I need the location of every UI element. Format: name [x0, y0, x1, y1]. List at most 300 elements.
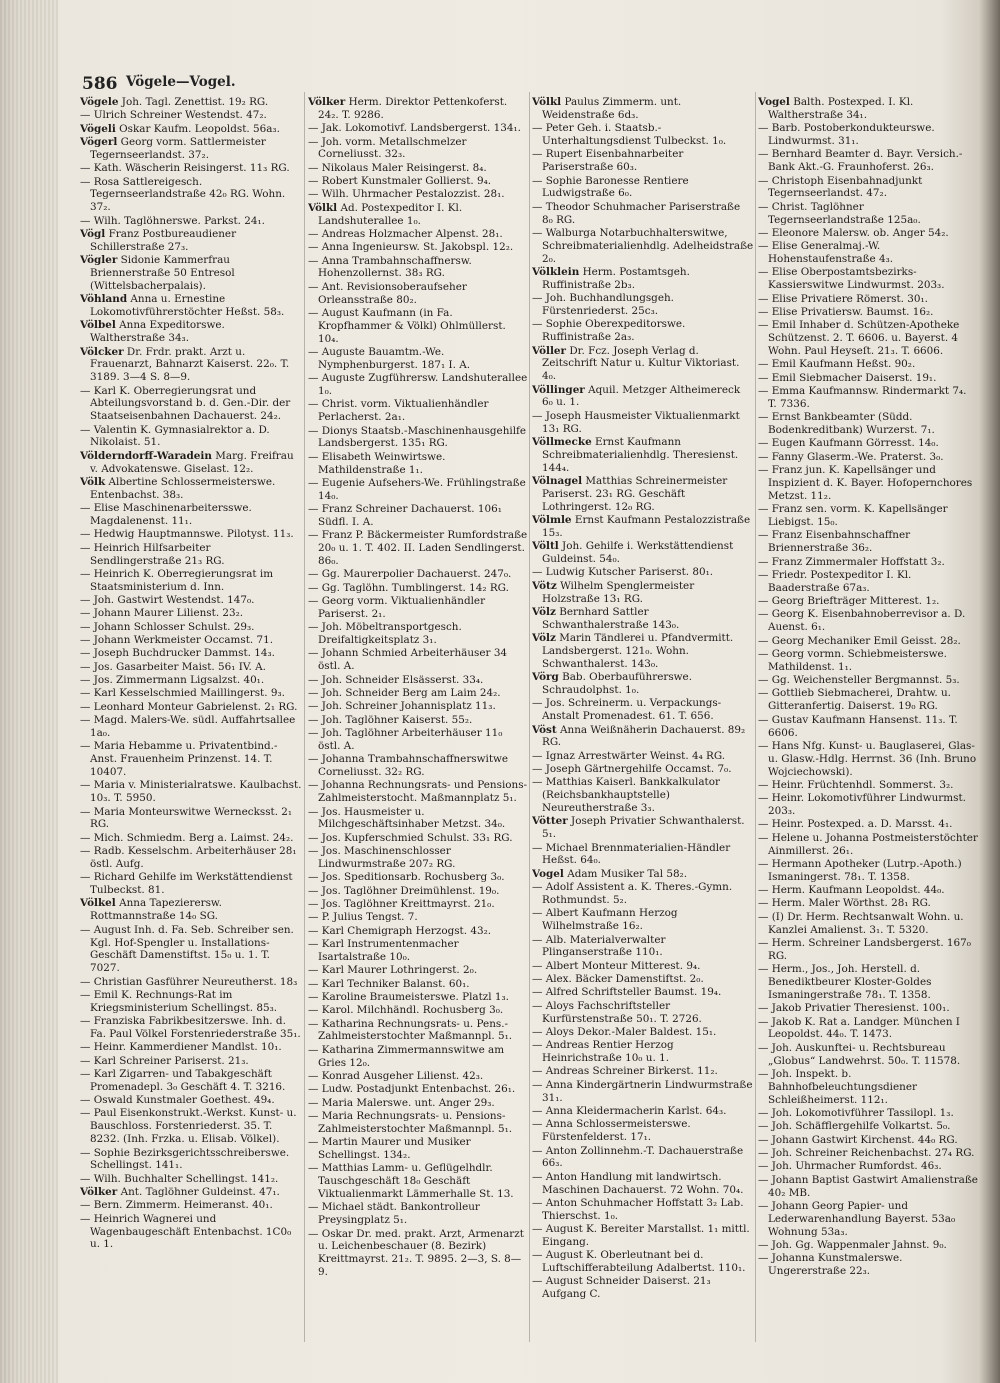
directory-entry — [80, 502, 302, 528]
entry-text: — Franz P. Bäckermeister Rumfordstraße 20₀ u. 1. T. 402. II. Laden Sendlingerst. 86₀. — [308, 529, 528, 568]
directory-entry — [758, 122, 978, 148]
directory-entry — [80, 385, 302, 424]
entry-text: — Johanna Trambahnschaffnerswitwe Corneliusst. 32₂ RG. — [308, 753, 509, 779]
directory-entry — [308, 1228, 528, 1279]
directory-entry — [532, 566, 754, 579]
directory-entry — [532, 540, 754, 566]
directory-entry — [758, 451, 978, 464]
entry-text: — Joh. Schneider Berg am Laim 24₂. — [308, 686, 501, 699]
entry-text: — Emil K. Rechnungs-Rat im Kriegsministerium Schellingst. 85₃. — [80, 988, 278, 1014]
directory-entry — [758, 529, 978, 555]
entry-surname: Vötz — [532, 579, 557, 592]
directory-entry — [80, 254, 302, 293]
directory-entry — [532, 1118, 754, 1144]
entry-text: — Franz jun. K. Kapellsänger und Inspizient d. K. Bayer. Hofopernchores Metzst. 11₂. — [758, 464, 973, 502]
entry-surname: Völmle — [532, 514, 572, 526]
directory-entry — [758, 595, 978, 608]
directory-entry — [308, 925, 528, 938]
directory-entry — [308, 964, 528, 977]
directory-entry — [308, 529, 528, 568]
directory-entry — [308, 425, 528, 451]
directory-entry — [758, 858, 978, 884]
entry-text: — Franziska Fabrikbesitzerswe. Inh. d. Fa. Paul Völkel Forstenriederstraße 35₁. — [80, 1015, 301, 1040]
directory-entry — [80, 450, 302, 476]
entry-text: — Heinr. Früchtenhdl. Sommerst. 3₂. — [758, 778, 954, 791]
directory-entry — [532, 96, 754, 122]
directory-entry — [80, 215, 302, 228]
entry-text: Ernst Kaufmann Schreibmaterialienhdlg. Theresienst. 144₄. — [542, 435, 739, 474]
directory-entry — [758, 437, 978, 450]
entry-text: — Sophie Bezirksgerichtsschreiberswe. Schellingst. 141₁. — [80, 1146, 290, 1172]
entry-text: — Matthias Kaiserl. Bankkalkulator (Reichsbankhauptstelle) Neureutherstraße 3₃. — [532, 776, 720, 815]
directory-entry — [80, 976, 302, 989]
directory-entry — [308, 687, 528, 700]
entry-text: — Maria Rechnungsrats- u. Pensions-Zahlmeisterstochter Maßmannpl. 5₁. — [308, 1109, 513, 1135]
entry-surname: Vogel — [532, 867, 564, 880]
directory-entry — [80, 123, 302, 136]
directory-entry — [80, 806, 302, 832]
directory-entry — [308, 938, 528, 964]
entry-text: — Joh. Schreiner Reichenbachst. 27₄ RG. — [758, 1147, 975, 1159]
entry-text: — Theodor Schuhmacher Pariserstraße 8₀ RG. — [532, 200, 741, 226]
directory-entry — [308, 727, 528, 753]
entry-text: — Franz sen. vorm. K. Kapellsänger Liebigst. 15₀. — [758, 503, 948, 528]
entry-text: — Matthias Lamm- u. Geflügelhdlr. Tauschgeschäft 18₀ Geschäft Viktualienmarkt Lämmerhalle St. 13. — [308, 1162, 514, 1201]
entry-text: — Maria Monteurswitwe Wernecksst. 2₁ RG. — [80, 805, 293, 831]
page-number: 586 — [82, 74, 118, 94]
entry-surname: Völz — [532, 632, 556, 645]
entry-text: — Joh. Gastwirt Westendst. 147₀. — [80, 594, 255, 607]
entry-text: Herm. Direktor Pettenkoferst. 24₂. T. 9286. — [318, 96, 508, 121]
directory-entry — [758, 148, 978, 174]
directory-column-3 — [532, 96, 754, 1356]
entry-text: Dr. Fcz. Joseph Verlag d. Zeitschrift Natur u. Kultur Viktoriast. 4₀. — [542, 344, 740, 383]
entry-text: — August Schneider Daiserst. 21₃ Aufgang C. — [532, 1275, 711, 1301]
entry-text: — Karl Maurer Lothringerst. 2₀. — [308, 964, 478, 977]
entry-text: — Joseph Hausmeister Viktualienmarkt 13₁ RG. — [532, 409, 740, 435]
entry-text: — (I) Dr. Herm. Rechtsanwalt Wohn. u. Kanzlei Amalienst. 3₁. T. 5320. — [758, 910, 964, 936]
directory-column-2 — [308, 96, 528, 1356]
directory-entry — [532, 580, 754, 606]
entry-text: — Elise Oberpostamtsbezirks-Kassierswitwe Lindwurmst. 203₃. — [758, 266, 945, 292]
directory-entry — [532, 436, 754, 475]
entry-text: — Martin Maurer und Musiker Schellingst. 134₂. — [308, 1136, 471, 1161]
entry-surname: Völker — [80, 1186, 118, 1199]
entry-text: — Heinr. Postexped. a. D. Marsst. 4₁. — [758, 818, 953, 831]
entry-text: — Robert Kunstmaler Gollierst. 9₄. — [308, 175, 492, 188]
entry-text: — Joh. Gg. Wappenmaler Jahnst. 9₀. — [758, 1238, 947, 1251]
entry-text: — Johanna Kunstmalerswe. Ungererstraße 22₃. — [758, 1252, 903, 1278]
entry-surname: Vöst — [532, 723, 557, 736]
entry-surname: Völcker — [80, 345, 124, 358]
entry-text: — Ernst Bankbeamter (Südd. Bodenkreditbank) Wurzerst. 7₁. — [758, 411, 935, 437]
entry-text: Oskar Kaufm. Leopoldst. 56a₃. — [119, 122, 280, 135]
directory-entry — [532, 632, 754, 671]
entry-text: — Radb. Kesselschm. Arbeiterhäuser 28₁ östl. Aufg. — [80, 845, 297, 870]
directory-entry — [758, 306, 978, 319]
directory-entry — [80, 594, 302, 607]
entry-text: — Jos. Zimmermann Ligsalzst. 40₁. — [80, 674, 265, 687]
directory-entry — [532, 1026, 754, 1039]
entry-text: — Wilh. Uhrmacher Pestalozzist. 28₁. — [308, 188, 505, 201]
entry-text: — Johann Schlosser Schulst. 29₃. — [80, 620, 255, 633]
entry-surname: Völz — [532, 605, 556, 618]
directory-entry — [80, 228, 302, 254]
entry-text: — Walburga Notarbuchhalterswitwe, Schreibmaterialienhdlg. Adelheidstraße 2₀. — [532, 226, 754, 265]
entry-text: — Heinr. Kammerdiener Mandlst. 10₁. — [80, 1041, 282, 1054]
directory-entry — [758, 385, 978, 411]
entry-text: — Anton Zollinnehm.-T. Dachauerstraße 66₃. — [532, 1144, 744, 1170]
entry-text: — Karl Techniker Balanst. 60₁. — [308, 977, 470, 990]
directory-entry — [80, 647, 302, 660]
directory-entry — [80, 714, 302, 740]
directory-entry — [80, 1173, 302, 1186]
directory-entry — [758, 937, 978, 963]
directory-entry — [758, 227, 978, 240]
entry-text: — Jos. Schreinerm. u. Verpackungs-Anstalt Promenadest. 61. T. 656. — [532, 697, 722, 723]
directory-entry — [532, 266, 754, 292]
entry-text: — August Inh. d. Fa. Seb. Schreiber sen. Kgl. Hof-Spengler u. Installations-Geschäft Damenstiftst. 15₀ u. 1. T. 7027. — [80, 923, 294, 975]
directory-entry — [308, 871, 528, 884]
directory-entry — [308, 503, 528, 529]
directory-entry — [308, 255, 528, 281]
entry-text: — Emma Kaufmannsw. Rindermarkt 7₄. T. 7336. — [758, 385, 967, 410]
directory-entry — [308, 978, 528, 991]
directory-entry — [80, 1199, 302, 1212]
directory-entry — [80, 293, 302, 319]
directory-entry — [308, 202, 528, 228]
directory-entry — [758, 201, 978, 227]
entry-surname: Völbel — [80, 319, 116, 332]
entry-text: — Maria Malerswe. unt. Anger 29₃. — [308, 1096, 495, 1109]
entry-text: — Elise Maschinenarbeitersswe. Magdalenenst. 11₁. — [80, 502, 252, 527]
directory-entry — [758, 464, 978, 503]
directory-entry — [758, 1042, 978, 1068]
directory-entry — [80, 346, 302, 385]
entry-text: Dr. Frdr. prakt. Arzt u. Frauenarzt, Bahnarzt Kaiserst. 22₀. T. 3189. 3—4 S. 8—9. — [90, 345, 290, 384]
entry-text: Marg. Freifrau v. Advokatenswe. Giselast. 12₂. — [90, 449, 294, 475]
directory-entry — [532, 175, 754, 201]
entry-text: — Franz Schreiner Dachauerst. 106₁ Südfl. I. A. — [308, 503, 502, 528]
directory-entry — [80, 424, 302, 450]
directory-entry — [308, 1018, 528, 1044]
directory-entry — [532, 1249, 754, 1275]
entry-text: — Gg. Maurerpolier Dachauerst. 247₀. — [308, 568, 512, 581]
directory-entry — [308, 1162, 528, 1201]
directory-entry — [308, 136, 528, 162]
directory-entry — [308, 1136, 528, 1162]
entry-text: — Karl Schreiner Pariserst. 21₃. — [80, 1054, 249, 1067]
entry-text: — Johann Georg Papier- und Lederwarenhandlung Bayerst. 53a₀ Wohnung 53a₃. — [758, 1199, 956, 1238]
entry-text: — Joh. Taglöhner Kaiserst. 55₂. — [308, 713, 473, 726]
directory-entry — [758, 1174, 978, 1200]
entry-text: — Ant. Revisionsoberaufseher Orleansstraße 80₂. — [308, 280, 467, 306]
entry-text: Joh. Tagl. Zenettist. 19₂ RG. — [121, 96, 269, 108]
entry-text: — Adolf Assistent a. K. Theres.-Gymn. Rothmundst. 5₂. — [532, 881, 733, 906]
entry-text: — Jakob Privatier Theresienst. 100₁. — [758, 1002, 950, 1015]
directory-entry — [308, 1083, 528, 1096]
entry-text: — Helene u. Johanna Postmeisterstöchter Ainmillerst. 26₁. — [758, 831, 978, 857]
directory-entry — [758, 792, 978, 818]
entry-text: — Johann Werkmeister Occamst. 71. — [80, 634, 274, 647]
entry-surname: Völlinger — [532, 383, 585, 396]
directory-entry — [758, 897, 978, 910]
entry-text: Marin Tändlerei u. Pfandvermitt. Landsbergerst. 121₀. Wohn. Schwanthalerst. 143₀. — [542, 632, 734, 670]
directory-entry — [758, 608, 978, 634]
entry-text: — Eugen Kaufmann Görresst. 14₀. — [758, 437, 939, 450]
directory-entry — [532, 750, 754, 763]
entry-text: — Maria v. Ministerialratswe. Kaulbachst. 10₃. T. 5950. — [80, 779, 302, 805]
entry-text: — Heinrich Hilfsarbeiter Sendlingerstraße 21₃ RG. — [80, 541, 225, 567]
entry-text: — Paul Eisenkonstrukt.-Werkst. Kunst- u. Bauschloss. Forstenriederst. 35. T. 8232. (Inh. Frzka. u. Elisab. Völkel). — [80, 1107, 297, 1146]
directory-entry — [532, 1079, 754, 1105]
directory-entry — [308, 1097, 528, 1110]
entry-text: — Peter Geh. i. Staatsb.-Unterhaltungsdienst Tulbeckst. 1₀. — [532, 122, 727, 148]
entry-text: — Barb. Postoberkondukteurswe. Lindwurmst. 31₁. — [758, 122, 935, 148]
directory-entry — [758, 1134, 978, 1147]
entry-surname: Völtl — [532, 540, 559, 553]
entry-text: — Joh. Taglöhner Arbeiterhäuser 11₀ östl. A. — [308, 727, 503, 752]
directory-entry — [308, 346, 528, 372]
directory-entry — [308, 96, 528, 122]
directory-entry — [80, 96, 302, 109]
directory-entry — [80, 528, 302, 541]
entry-text: — Hans Nfg. Kunst- u. Bauglaserei, Glas- u. Glasw.-Hdlg. Herrnst. 36 (Inh. Bruno Wojciechowski). — [758, 739, 977, 778]
directory-entry — [758, 556, 978, 569]
directory-entry — [80, 621, 302, 634]
directory-entry — [80, 989, 302, 1015]
entry-text: — Joseph Gärtnergehilfe Occamst. 7₀. — [532, 763, 732, 776]
directory-entry — [532, 1000, 754, 1026]
entry-text: — Joh. Möbeltransportgesch. Dreifaltigkeitsplatz 3₁. — [308, 621, 462, 647]
directory-column-1 — [80, 96, 302, 1356]
entry-surname: Vögele — [80, 96, 119, 108]
directory-entry — [80, 1186, 302, 1199]
entry-text: — Johann Schmied Arbeiterhäuser 34 östl. A. — [308, 647, 508, 673]
directory-entry — [758, 1107, 978, 1120]
entry-text: Sidonie Kammerfrau Briennerstraße 50 Entresol (Wittelsbacherpalais). — [90, 254, 235, 292]
entry-text: — Katharina Rechnungsrats- u. Pens.-Zahlmeisterstochter Maßmannpl. 5₁. — [308, 1017, 513, 1043]
directory-entry — [758, 266, 978, 292]
entry-text: — Jos. Hausmeister u. Milchgeschäftsinhaber Metzst. 34₀. — [308, 805, 506, 831]
directory-entry — [308, 806, 528, 832]
entry-text: — Joh. Buchhandlungsgeh. Fürstenriederst. 25c₃. — [532, 292, 674, 317]
entry-text: Franz Postbureaudiener Schillerstraße 27₃. — [90, 227, 237, 253]
directory-entry — [532, 606, 754, 632]
directory-entry — [758, 674, 978, 687]
directory-entry — [758, 372, 978, 385]
entry-text: — Joh. Schreiner Johannisplatz 11₃. — [308, 700, 496, 713]
directory-entry — [308, 714, 528, 727]
entry-text: — Gustav Kaufmann Hansenst. 11₃. T. 6606. — [758, 713, 958, 739]
entry-text: — Karl Chemigraph Herzogst. 43₂. — [308, 924, 492, 937]
entry-text: — Johanna Rechnungsrats- und Pensions-Zahlmeisterstocht. Maßmannplatz 5₁. — [308, 779, 528, 805]
directory-entry — [80, 542, 302, 568]
directory-entry — [80, 634, 302, 647]
directory-entry — [80, 687, 302, 700]
directory-entry — [308, 991, 528, 1004]
entry-surname: Vögerl — [80, 136, 118, 149]
entry-surname: Vörg — [532, 671, 559, 684]
directory-entry — [80, 1041, 302, 1054]
entry-text: — Bern. Zimmerm. Heimeranst. 40₁. — [80, 1199, 273, 1212]
entry-text: — Magd. Malers-We. südl. Auffahrtsallee 1a₀. — [80, 714, 296, 739]
directory-entry — [308, 845, 528, 871]
entry-surname: Völk — [80, 475, 106, 488]
directory-entry — [758, 1147, 978, 1160]
directory-entry — [758, 884, 978, 897]
directory-entry — [80, 701, 302, 714]
entry-surname: Vögeli — [80, 122, 116, 135]
entry-text: — Joh. Inspekt. b. Bahnhofbeleuchtungsdiener Schleißheimerst. 112₁. — [758, 1067, 917, 1106]
entry-text: — Ignaz Arrestwärter Weinst. 4₄ RG. — [532, 749, 726, 762]
directory-entry — [308, 647, 528, 673]
entry-text: — Elise Privatiere Römerst. 30₁. — [758, 292, 928, 305]
directory-entry — [532, 960, 754, 973]
directory-entry — [80, 162, 302, 175]
directory-entry — [758, 963, 978, 1002]
entry-text: Georg vorm. Sattlermeister Tegernseerlandst. 37₂. — [90, 136, 266, 161]
directory-entry — [532, 410, 754, 436]
entry-text: — Johann Gastwirt Kirchenst. 44₀ RG. — [758, 1133, 958, 1146]
entry-surname: Vögler — [80, 254, 118, 267]
entry-text: — Albert Kaufmann Herzog Wilhelmstraße 16₂. — [532, 907, 678, 933]
entry-text: — Eleonore Malersw. ob. Anger 54₂. — [758, 226, 949, 239]
directory-entry — [308, 621, 528, 647]
entry-text: — Herm., Jos., Joh. Herstell. d. Benediktbeurer Kloster-Goldes Ismaningerstraße 78₁. T. 1358. — [758, 963, 932, 1001]
entry-text: — August Kaufmann (in Fa. Kropfhammer & Völkl) Ohlmüllerst. 10₄. — [308, 307, 506, 345]
directory-entry — [532, 1039, 754, 1065]
entry-text: — Heinrich Wagnerei und Wagenbaugeschäft Entenbachst. 1C0₀ u. 1. — [80, 1212, 292, 1251]
entry-text: — Franz Zimmermaler Hoffstatt 3₂. — [758, 555, 945, 568]
entry-text: — Joh. Lokomotivführer Tassilopl. 1₃. — [758, 1106, 954, 1119]
entry-text: Matthias Schreinermeister Pariserst. 23₁ RG. Geschäft Lothringerst. 12₀ RG. — [542, 474, 728, 513]
directory-entry — [758, 293, 978, 306]
entry-text: — Hermann Apotheker (Lutrp.-Apoth.) Ismaningerst. 78₁. T. 1358. — [758, 857, 962, 883]
entry-text: — Karl Zigarren- und Tabakgeschäft Promenadepl. 3₀ Geschäft 4. T. 3216. — [80, 1067, 286, 1093]
page-edge-shadow — [978, 0, 1000, 1383]
directory-entry — [758, 411, 978, 437]
directory-entry — [532, 1105, 754, 1118]
entry-text: — Jakob K. Rat a. Landger. München I Leopoldst. 44₀. T. 1473. — [758, 1015, 960, 1041]
directory-entry — [532, 934, 754, 960]
directory-entry — [80, 1055, 302, 1068]
entry-text: — Jos. Taglöhner Dreimühlenst. 19₀. — [308, 884, 500, 897]
column-divider — [755, 92, 756, 1342]
directory-entry — [308, 1044, 528, 1070]
entry-text: — Herm. Schreiner Landsbergerst. 167₀ RG. — [758, 937, 971, 962]
directory-entry — [758, 240, 978, 266]
entry-text: Joh. Gehilfe i. Werkstättendienst Guldeinst. 54₀. — [542, 540, 734, 566]
entry-text: Paulus Zimmerm. unt. Weidenstraße 6d₃. — [542, 96, 682, 121]
directory-entry — [532, 122, 754, 148]
entry-text: — Karol. Milchhändl. Rochusberg 3₀. — [308, 1004, 504, 1017]
entry-text: — Jos. Maschinenschlosser Lindwurmstraße 207₂ RG. — [308, 845, 456, 870]
entry-text: — Jos. Speditionsarb. Rochusberg 3₀. — [308, 871, 505, 884]
directory-entry — [80, 1213, 302, 1252]
directory-entry — [758, 503, 978, 529]
entry-text: — Heinr. Lokomotivführer Lindwurmst. 203₃. — [758, 792, 966, 818]
directory-entry — [532, 514, 754, 540]
entry-text: — Nikolaus Maler Reisingerst. 8₄. — [308, 161, 487, 174]
directory-entry — [80, 136, 302, 162]
directory-entry — [308, 175, 528, 188]
directory-entry — [308, 398, 528, 424]
entry-text: — Karoline Braumeisterswe. Platzl 1₃. — [308, 990, 509, 1003]
entry-text: — Elisabeth Weinwirtswe. Mathildenstraße 1₁. — [308, 450, 446, 476]
entry-text: — Jak. Lokomotivf. Landsbergerst. 134₁. — [308, 122, 521, 135]
directory-entry — [308, 595, 528, 621]
directory-entry — [758, 1200, 978, 1239]
entry-text: — Konrad Ausgeher Lilienst. 42₃. — [308, 1069, 484, 1082]
entry-text: — Gottlieb Siebmacherei, Drahtw. u. Gitteranfertig. Daiserst. 19₀ RG. — [758, 687, 951, 713]
directory-entry — [758, 1002, 978, 1015]
entry-text: — Eugenie Aufsehers-We. Frühlingstraße 14₀. — [308, 476, 526, 502]
entry-text: — Ludwig Kutscher Pariserst. 80₁. — [532, 566, 714, 579]
entry-text: — Andreas Holzmacher Alpenst. 28₁. — [308, 227, 503, 240]
directory-entry — [532, 907, 754, 933]
running-head: Vögele—Vogel. — [126, 74, 236, 90]
entry-text: Aquil. Metzger Altheimereck 6₀ u. 1. — [542, 383, 741, 409]
entry-text: — Karl Kesselschmied Maillingerst. 9₃. — [80, 687, 285, 700]
entry-text: — Ludw. Postadjunkt Entenbachst. 26₁. — [308, 1083, 516, 1096]
directory-entry — [80, 661, 302, 674]
entry-text: — August K. Oberleutnant bei d. Luftschifferabteilung Adalbertst. 110₁. — [532, 1249, 746, 1275]
entry-text: — Leonhard Monteur Gabrielenst. 2₁ RG. — [80, 700, 298, 713]
entry-text: — Anna Kleidermacherin Karlst. 64₃. — [532, 1104, 727, 1117]
entry-text: — Andreas Schreiner Birkerst. 11₂. — [532, 1065, 718, 1078]
directory-entry — [308, 1201, 528, 1227]
directory-entry — [532, 1197, 754, 1223]
directory-entry — [532, 384, 754, 410]
entry-text: — Dionys Staatsb.-Maschinenhausgehilfe Landsbergerst. 135₁ RG. — [308, 424, 527, 450]
entry-surname: Vöhland — [80, 293, 128, 306]
directory-entry — [758, 635, 978, 648]
entry-text: — Bernhard Beamter d. Bayr. Versich.-Bank Akt.-G. Fraunhoferst. 26₃. — [758, 148, 963, 174]
directory-entry — [80, 607, 302, 620]
directory-entry — [532, 227, 754, 266]
directory-column-4 — [758, 96, 978, 1356]
directory-entry — [80, 109, 302, 122]
entry-text: — Sophie Baronesse Rentiere Ludwigstraße 6₀. — [532, 174, 689, 200]
directory-entry — [758, 96, 978, 122]
entry-text: — Michael Brennmaterialien-Händler Heßst. 64₀. — [532, 841, 731, 867]
entry-text: — Christ. Taglöhner Tegernseerlandstraße 125a₀. — [758, 200, 921, 226]
entry-text: — Gg. Weichensteller Bergmannst. 5₃. — [758, 674, 960, 687]
directory-entry — [308, 779, 528, 805]
entry-text: — Georg vorm. Viktualienhändler Pariserst. 2₁. — [308, 595, 486, 620]
directory-entry — [308, 307, 528, 346]
entry-text: — Alex. Bäcker Damenstiftst. 2₀. — [532, 973, 704, 986]
entry-text: — Aloys Dekor.-Maler Baldest. 15₁. — [532, 1025, 717, 1038]
directory-entry — [80, 779, 302, 805]
directory-entry — [532, 318, 754, 344]
entry-text: — Oskar Dr. med. prakt. Arzt, Armenarzt u. Leichenbeschauer (8. Bezirk) Kreittmayrst. 21₂. T. 9895. 2—3, S. 8—9. — [308, 1227, 524, 1279]
entry-text: Adam Musiker Tal 58₂. — [567, 867, 688, 880]
directory-entry — [532, 868, 754, 881]
entry-text: — Wilh. Taglöhnerswe. Parkst. 24₁. — [80, 214, 265, 227]
entry-surname: Völler — [532, 344, 567, 357]
entry-surname: Völklein — [532, 265, 580, 278]
directory-entry — [80, 897, 302, 923]
directory-entry — [308, 674, 528, 687]
directory-entry — [758, 1120, 978, 1133]
entry-text: — Jos. Taglöhner Kreittmayrst. 21₀. — [308, 897, 495, 910]
entry-text: Herm. Postamtsgeh. Ruffinistraße 2b₃. — [542, 265, 690, 291]
directory-entry — [758, 714, 978, 740]
directory-entry — [758, 319, 978, 358]
directory-entry — [532, 345, 754, 384]
